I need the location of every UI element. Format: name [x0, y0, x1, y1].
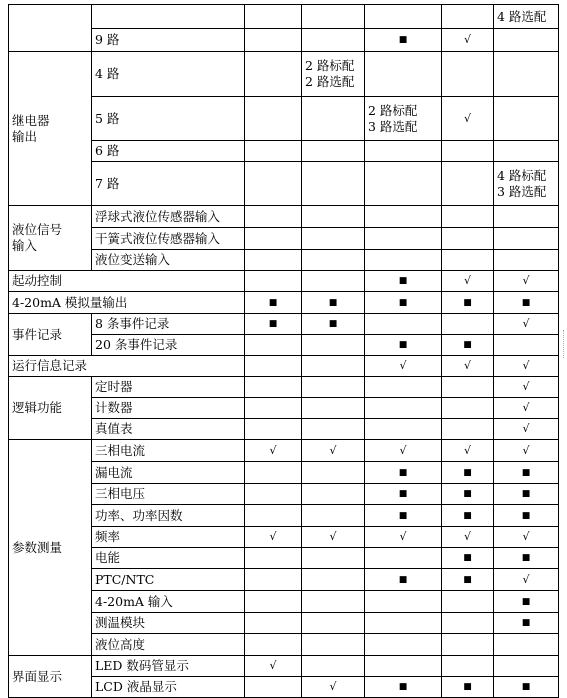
category-cell [9, 52, 92, 206]
support-mark-cell [245, 591, 302, 613]
support-mark-cell [245, 398, 302, 419]
support-mark-cell: ■ [365, 29, 442, 52]
support-mark-cell [302, 398, 365, 419]
support-mark-cell [442, 250, 494, 271]
support-mark-cell [494, 656, 559, 677]
support-mark-cell [245, 250, 302, 271]
support-mark-cell [302, 569, 365, 591]
support-mark-cell [365, 228, 442, 250]
table-row [9, 398, 559, 419]
support-mark-cell: ■ [494, 462, 559, 484]
table-row [9, 271, 559, 292]
support-mark-cell [365, 613, 442, 634]
table-row [9, 162, 559, 206]
support-mark-cell [245, 419, 302, 440]
support-mark-cell [245, 52, 302, 97]
support-mark-cell [442, 228, 494, 250]
support-mark-cell [302, 335, 365, 356]
support-mark-cell: ■ [302, 292, 365, 314]
support-mark-cell [442, 206, 494, 228]
support-mark-cell [302, 206, 365, 228]
support-mark-cell [365, 250, 442, 271]
feature-name-cell: 三相电流 [92, 440, 245, 462]
support-mark-cell [302, 271, 365, 292]
option-note-cell [302, 52, 365, 97]
option-note-cell [365, 97, 442, 141]
support-mark-cell: ■ [494, 484, 559, 505]
support-mark-cell [365, 398, 442, 419]
category-label-line: 液位信号 [12, 222, 63, 237]
support-mark-cell: √ [494, 527, 559, 548]
support-mark-cell [365, 419, 442, 440]
support-mark-cell [302, 162, 365, 206]
support-mark-cell [494, 634, 559, 656]
support-mark-cell: √ [245, 440, 302, 462]
support-mark-cell [365, 656, 442, 677]
support-mark-cell [442, 52, 494, 97]
support-mark-cell [494, 250, 559, 271]
support-mark-cell [245, 505, 302, 527]
spec-table [8, 4, 559, 698]
support-mark-cell [245, 569, 302, 591]
support-mark-cell [302, 29, 365, 52]
support-mark-cell [302, 613, 365, 634]
support-mark-cell: ■ [494, 591, 559, 613]
support-mark-cell: √ [442, 97, 494, 141]
table-row [9, 141, 559, 162]
support-mark-cell [302, 5, 365, 29]
option-note-cell [494, 162, 559, 206]
feature-name-cell: 频率 [92, 527, 245, 548]
support-mark-cell [245, 162, 302, 206]
table-row [9, 527, 559, 548]
support-mark-cell [302, 141, 365, 162]
feature-name-cell: 7 路 [92, 162, 245, 206]
support-mark-cell [245, 206, 302, 228]
table-row [9, 97, 559, 141]
support-mark-cell: √ [302, 527, 365, 548]
support-mark-cell [442, 5, 494, 29]
table-row [9, 314, 559, 335]
support-mark-cell [245, 613, 302, 634]
support-mark-cell [245, 356, 302, 377]
support-mark-cell: ■ [494, 292, 559, 314]
support-mark-cell [365, 5, 442, 29]
table-row [9, 335, 559, 356]
support-mark-cell: √ [365, 527, 442, 548]
table-row [9, 440, 559, 462]
feature-name-cell: LED 数码管显示 [92, 656, 245, 677]
feature-name-cell: PTC/NTC [92, 569, 245, 591]
support-mark-cell: √ [442, 29, 494, 52]
feature-name-cell: 功率、功率因数 [92, 505, 245, 527]
support-mark-cell: ■ [365, 271, 442, 292]
support-mark-cell [365, 377, 442, 398]
support-mark-cell [442, 141, 494, 162]
feature-name-cell: 8 条事件记录 [92, 314, 245, 335]
support-mark-cell: √ [302, 677, 365, 698]
support-mark-cell: √ [494, 271, 559, 292]
support-mark-cell [442, 634, 494, 656]
option-note-line: 4 路标配 [497, 167, 547, 183]
option-note-line: 3 路选配 [497, 183, 547, 199]
support-mark-cell: ■ [494, 677, 559, 698]
category-cell: 事件记录 [9, 314, 92, 356]
support-mark-cell [365, 314, 442, 335]
support-mark-cell: ■ [245, 292, 302, 314]
support-mark-cell [302, 656, 365, 677]
support-mark-cell [494, 228, 559, 250]
support-mark-cell [245, 548, 302, 569]
support-mark-cell: ■ [442, 548, 494, 569]
table-row [9, 548, 559, 569]
support-mark-cell [365, 52, 442, 97]
support-mark-cell: √ [494, 314, 559, 335]
table-row [9, 569, 559, 591]
table-row [9, 656, 559, 677]
support-mark-cell [302, 462, 365, 484]
support-mark-cell [442, 613, 494, 634]
support-mark-cell: √ [494, 398, 559, 419]
support-mark-cell: ■ [365, 569, 442, 591]
feature-name-cell: 液位变送输入 [92, 250, 245, 271]
support-mark-cell [302, 97, 365, 141]
table-row [9, 377, 559, 398]
feature-name-cell: 真值表 [92, 419, 245, 440]
feature-name-cell: 浮球式液位传感器输入 [92, 206, 245, 228]
category-label-line: 输入 [12, 238, 38, 253]
feature-name-cell: 计数器 [92, 398, 245, 419]
table-row [9, 484, 559, 505]
support-mark-cell [494, 97, 559, 141]
option-note-line: 4 路选配 [497, 8, 547, 24]
support-mark-cell [365, 548, 442, 569]
support-mark-cell: √ [442, 356, 494, 377]
support-mark-cell [302, 634, 365, 656]
table-row [9, 677, 559, 698]
category-cell: 界面显示 [9, 656, 92, 698]
support-mark-cell: ■ [442, 484, 494, 505]
feature-name-cell: 6 路 [92, 141, 245, 162]
option-note-line: 2 路标配 [305, 58, 355, 73]
table-row [9, 505, 559, 527]
category-label-line: 输出 [12, 128, 38, 144]
support-mark-cell [245, 484, 302, 505]
table-row [9, 228, 559, 250]
support-mark-cell: √ [442, 440, 494, 462]
feature-name-cell: 漏电流 [92, 462, 245, 484]
page-edge-marker [563, 330, 567, 358]
support-mark-cell [245, 271, 302, 292]
support-mark-cell [365, 141, 442, 162]
support-mark-cell: ■ [494, 505, 559, 527]
feature-name-cell: 5 路 [92, 97, 245, 141]
feature-name-cell: 测温模块 [92, 613, 245, 634]
support-mark-cell: ■ [442, 462, 494, 484]
support-mark-cell: ■ [365, 462, 442, 484]
table-row [9, 462, 559, 484]
support-mark-cell [494, 52, 559, 97]
support-mark-cell [245, 335, 302, 356]
feature-name-cell: 9 路 [92, 29, 245, 52]
option-note-cell [494, 5, 559, 29]
feature-name-cell: 4-20mA 输入 [92, 591, 245, 613]
support-mark-cell [365, 162, 442, 206]
support-mark-cell [494, 335, 559, 356]
category-cell: 4-20mA 模拟量输出 [9, 292, 245, 314]
category-cell: 运行信息记录 [9, 356, 245, 377]
feature-name-cell [92, 5, 245, 29]
support-mark-cell [302, 250, 365, 271]
table-row [9, 52, 559, 97]
support-mark-cell [365, 206, 442, 228]
support-mark-cell: √ [245, 527, 302, 548]
support-mark-cell [302, 356, 365, 377]
support-mark-cell: ■ [442, 677, 494, 698]
category-cell: 起动控制 [9, 271, 245, 292]
support-mark-cell: ■ [494, 613, 559, 634]
support-mark-cell [442, 398, 494, 419]
support-mark-cell [302, 591, 365, 613]
support-mark-cell [245, 377, 302, 398]
support-mark-cell: √ [302, 440, 365, 462]
support-mark-cell: ■ [494, 548, 559, 569]
support-mark-cell: ■ [365, 677, 442, 698]
support-mark-cell [365, 634, 442, 656]
table-row [9, 206, 559, 228]
support-mark-cell: ■ [245, 314, 302, 335]
support-mark-cell: ■ [442, 292, 494, 314]
support-mark-cell: √ [442, 271, 494, 292]
option-note-line: 3 路选配 [368, 118, 418, 134]
support-mark-cell [442, 314, 494, 335]
table-row [9, 29, 559, 52]
feature-name-cell: 液位高度 [92, 634, 245, 656]
feature-name-cell: 20 条事件记录 [92, 335, 245, 356]
support-mark-cell [302, 505, 365, 527]
support-mark-cell: √ [365, 356, 442, 377]
option-note-line: 2 路标配 [368, 102, 418, 118]
support-mark-cell: ■ [365, 335, 442, 356]
category-cell: 参数测量 [9, 440, 92, 656]
feature-name-cell: 三相电压 [92, 484, 245, 505]
support-mark-cell [245, 5, 302, 29]
table-row [9, 634, 559, 656]
table-row [9, 292, 559, 314]
support-mark-cell: √ [365, 440, 442, 462]
support-mark-cell [245, 634, 302, 656]
support-mark-cell: √ [494, 440, 559, 462]
support-mark-cell [302, 548, 365, 569]
table-row [9, 613, 559, 634]
support-mark-cell [245, 141, 302, 162]
table-row [9, 591, 559, 613]
support-mark-cell: √ [494, 356, 559, 377]
option-note-line: 2 路选配 [305, 74, 355, 89]
table-row [9, 250, 559, 271]
support-mark-cell [494, 206, 559, 228]
support-mark-cell [245, 97, 302, 141]
support-mark-cell [245, 29, 302, 52]
support-mark-cell [365, 591, 442, 613]
support-mark-cell [494, 29, 559, 52]
support-mark-cell: √ [494, 569, 559, 591]
category-cell [9, 206, 92, 271]
support-mark-cell: ■ [302, 314, 365, 335]
support-mark-cell [442, 419, 494, 440]
table-row [9, 5, 559, 29]
support-mark-cell: ■ [365, 292, 442, 314]
support-mark-cell [442, 591, 494, 613]
support-mark-cell: √ [494, 377, 559, 398]
support-mark-cell [442, 656, 494, 677]
feature-name-cell: LCD 液晶显示 [92, 677, 245, 698]
support-mark-cell: ■ [442, 569, 494, 591]
support-mark-cell: ■ [365, 505, 442, 527]
feature-name-cell: 电能 [92, 548, 245, 569]
support-mark-cell: √ [442, 527, 494, 548]
support-mark-cell [245, 677, 302, 698]
support-mark-cell: √ [245, 656, 302, 677]
support-mark-cell: ■ [442, 335, 494, 356]
table-row [9, 419, 559, 440]
support-mark-cell [302, 377, 365, 398]
support-mark-cell [302, 419, 365, 440]
feature-name-cell: 干簧式液位传感器输入 [92, 228, 245, 250]
support-mark-cell [245, 462, 302, 484]
support-mark-cell [302, 484, 365, 505]
support-mark-cell [302, 228, 365, 250]
support-mark-cell: ■ [442, 505, 494, 527]
support-mark-cell [442, 162, 494, 206]
category-cell [9, 5, 92, 52]
support-mark-cell: √ [494, 419, 559, 440]
support-mark-cell [442, 377, 494, 398]
support-mark-cell [494, 141, 559, 162]
category-cell: 逻辑功能 [9, 377, 92, 440]
feature-name-cell: 定时器 [92, 377, 245, 398]
table-row [9, 356, 559, 377]
feature-name-cell: 4 路 [92, 52, 245, 97]
support-mark-cell: ■ [365, 484, 442, 505]
category-label-line: 继电器 [12, 112, 50, 128]
support-mark-cell [245, 228, 302, 250]
